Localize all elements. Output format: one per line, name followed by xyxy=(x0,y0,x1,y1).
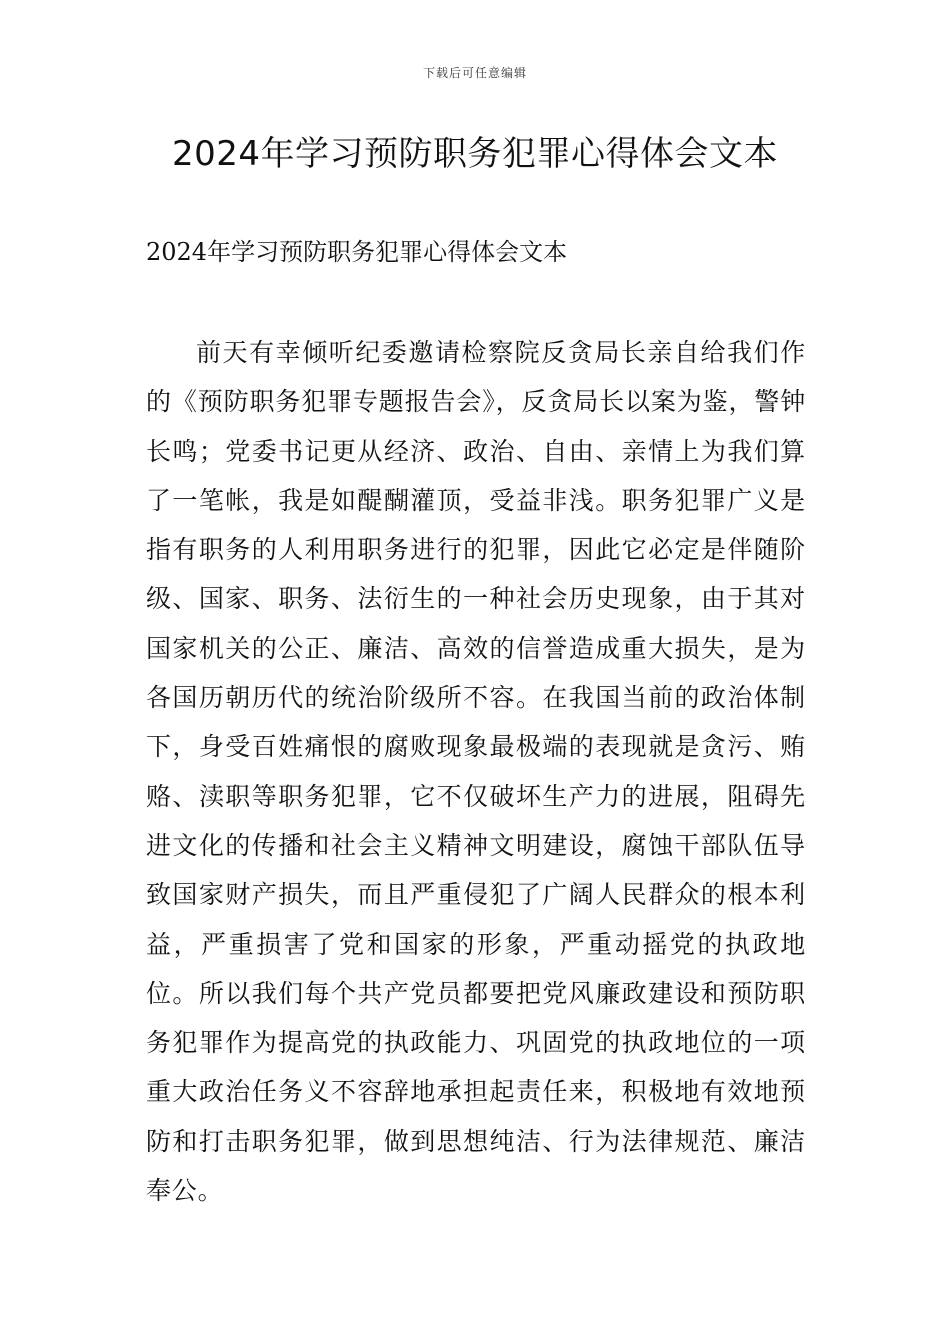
page-title: 2024年学习预防职务犯罪心得体会文本 xyxy=(171,134,779,174)
document-subtitle: 2024年学习预防职务犯罪心得体会文本 xyxy=(146,238,568,266)
header-note: 下载后可任意编辑 xyxy=(422,66,527,80)
body-paragraph: 前天有幸倾听纪委邀请检察院反贪局长亲自给我们作的《预防职务犯罪专题报告会》，反贪局长以案为鉴，警钟长鸣；党委书记更从经济、政治、自由、亲情上为我们算了一笔帐，我是如醍醐灌顶，受益非浅。职务犯罪广义是指有职务的人利用职务进行的犯罪，因此它必定是伴随阶级、国家、职务、法衍生的一种社会历史现象，由于其对国家机关的公正、廉洁、高效的信誉造成重大损失，是为各国历朝历代的统治阶级所不容。在我国当前的政治体制下，身受百姓痛恨的腐败现象最极端的表现就是贪污、贿赂、渎职等职务犯罪，它不仅破坏生产力的进展，阻碍先进文化的传播和社会主义精神文明建设，腐蚀干部队伍导致国家财产损失，而且严重侵犯了广阔人民群众的根本利益，严重损害了党和国家的形象，严重动摇党的执政地位。所以我们每个共产党员都要把党风廉政建设和预防职务犯罪作为提高党的执政能力、巩固党的执政地位的一项重大政治任务义不容辞地承担起责任来，积极地有效地预防和打击职务犯罪，做到思想纯洁、行为法律规范、廉洁奉公。 xyxy=(146,338,806,1206)
